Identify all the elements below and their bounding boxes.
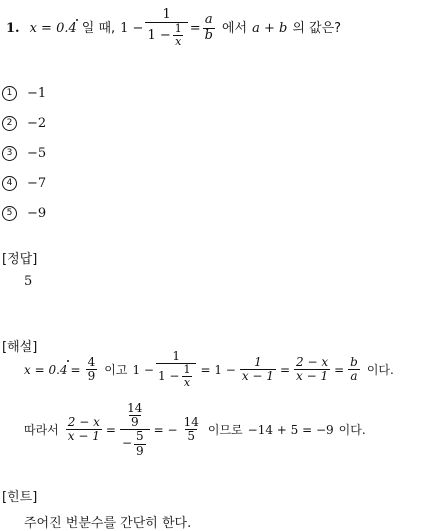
- choice-value: −7: [27, 176, 47, 191]
- question-number: 1.: [6, 20, 20, 36]
- question-equals: =: [189, 20, 201, 36]
- answer-label: [정답]: [2, 252, 38, 267]
- choice-marker: 3: [2, 146, 17, 161]
- question-one-minus: 1 −: [120, 20, 144, 36]
- question-x-expression: x = 0.4: [29, 20, 77, 36]
- choice-2[interactable]: [2, 116, 46, 131]
- hint-label: [힌트]: [2, 490, 38, 505]
- solution-line-1: x = 0.4 = $\frac{4}{9}$ 이고 1 − 1 1 − $\frac{1}{x}$ = 1 − $\frac{1}{x - 1}$ = $\frac{2 - x}{x - 1}$ = $\frac{b}{a}$ 이다.: [24, 349, 394, 390]
- choice-5[interactable]: [2, 206, 46, 221]
- solution-complex-fraction: 1 1 − $\frac{1}{x}$: [156, 350, 197, 389]
- solution-fraction-4-9: $\frac{4}{9}$: [87, 355, 96, 384]
- choice-marker: 1: [2, 86, 17, 101]
- question-complex-fraction: 1 1 − $\frac{1}{x}$: [145, 8, 187, 48]
- solution-fraction-1-over-x-minus-1: $\frac{1}{x - 1}$: [241, 355, 274, 384]
- solution-line-2: 따라서 $\frac{2 - x}{x - 1}$ = $\frac{14}{9}$ − $\frac{5}{9}$ = − $\frac{14}{5}$ 이므로 −14 + 5 = −9 이다.: [24, 401, 366, 458]
- solution-fraction-2-minus-x-2: $\frac{2 - x}{x - 1}$: [67, 415, 100, 444]
- choice-value: −9: [27, 206, 47, 221]
- question-line: [6, 8, 341, 48]
- question-word-value: 의 값은?: [292, 20, 342, 36]
- question-sum-expression: a + b: [252, 20, 288, 36]
- choice-marker: 4: [2, 176, 17, 191]
- question-word-when: 일 때,: [81, 20, 116, 36]
- question-rhs-fraction: $\frac{a}{b}$: [204, 12, 213, 43]
- solution-fraction-2-minus-x: $\frac{2 - x}{x - 1}$: [296, 355, 329, 384]
- solution-fraction-14-5: $\frac{14}{5}$: [183, 415, 199, 444]
- choice-marker: 5: [2, 206, 17, 221]
- answer-value: 5: [24, 274, 33, 289]
- choice-marker: 2: [2, 116, 17, 131]
- choice-value: −2: [27, 116, 47, 131]
- choice-4[interactable]: [2, 176, 46, 191]
- choice-value: −1: [27, 86, 47, 101]
- solution-fraction-b-over-a: $\frac{b}{a}$: [350, 355, 358, 384]
- choice-1[interactable]: [2, 86, 46, 101]
- choice-3[interactable]: [2, 146, 46, 161]
- solution-label: [해설]: [2, 340, 38, 355]
- hint-text: 주어진 번분수를 간단히 한다.: [24, 516, 192, 531]
- question-word-in: 에서: [221, 20, 248, 36]
- question-inner-fraction: $\frac{1}{x}$: [174, 22, 182, 49]
- choice-value: −5: [27, 146, 47, 161]
- solution-big-fraction: $\frac{14}{9}$ − $\frac{5}{9}$: [120, 402, 150, 458]
